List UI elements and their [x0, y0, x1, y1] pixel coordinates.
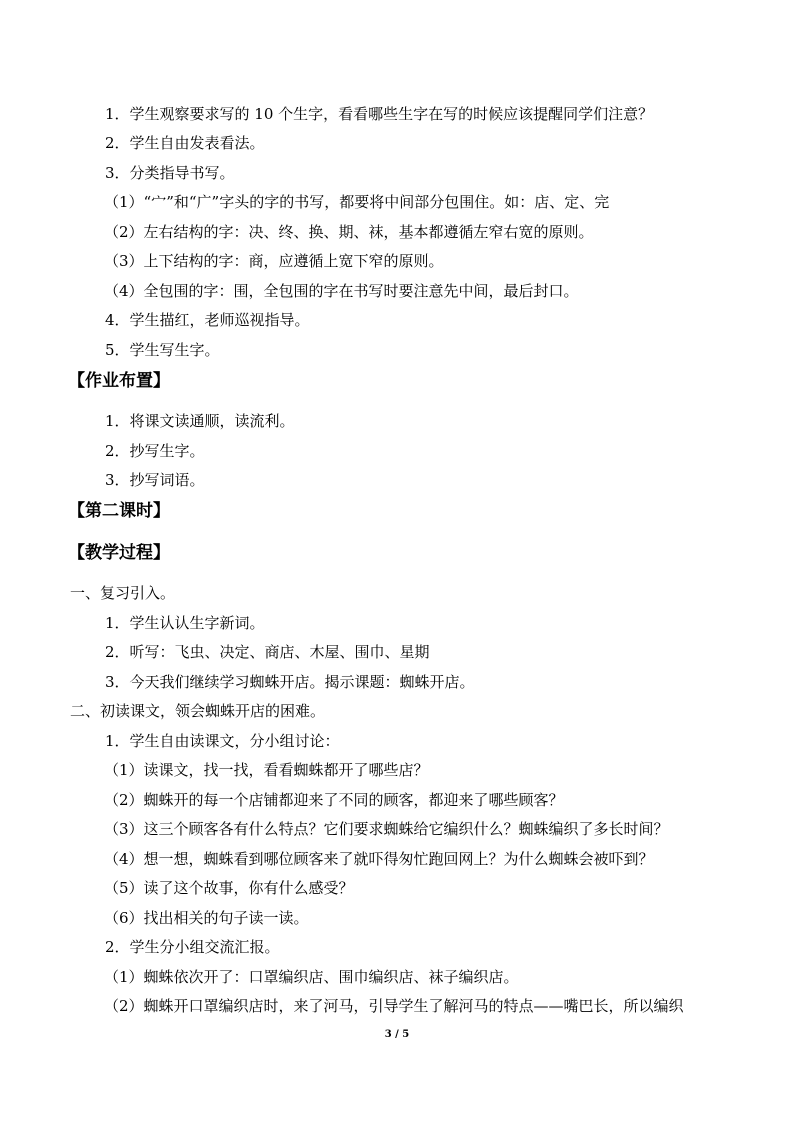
section-heading-process: 【教学过程】: [68, 543, 170, 563]
list-item: （2）蜘蛛开口罩编织店时，来了河马，引导学生了解河马的特点——嘴巴长，所以编织: [104, 997, 684, 1015]
page-number: 3 / 5: [384, 1029, 410, 1040]
list-item: 5．学生写生字。: [105, 341, 220, 359]
section-heading-second-lesson: 【第二课时】: [68, 501, 170, 521]
list-item: （3）这三个顾客各有什么特点？它们要求蜘蛛给它编织什么？蜘蛛编织了多长时间？: [104, 820, 669, 838]
list-item: （4）全包围的字：围，全包围的字在书写时要注意先中间，最后封口。: [104, 282, 579, 300]
part-title: 二、初读课文，领会蜘蛛开店的困难。: [70, 702, 326, 720]
list-item: （1）读课文，找一找，看看蜘蛛都开了哪些店？: [104, 761, 429, 779]
section-heading-homework: 【作业布置】: [68, 371, 170, 391]
list-item: 1．将课文读通顺，读流利。: [105, 412, 295, 430]
list-item: （4）想一想，蜘蛛看到哪位顾客来了就吓得匆忙跑回网上？为什么蜘蛛会被吓到？: [104, 850, 654, 868]
list-item: （2）蜘蛛开的每一个店铺都迎来了不同的顾客，都迎来了哪些顾客？: [104, 791, 564, 809]
list-item: 2．抄写生字。: [105, 442, 205, 460]
list-item: 3．今天我们继续学习蜘蛛开店。揭示课题：蜘蛛开店。: [105, 673, 475, 691]
list-item: （1）蜘蛛依次开了：口罩编织店、围巾编织店、袜子编织店。: [104, 968, 519, 986]
list-item: （2）左右结构的字：决、终、换、期、袜，基本都遵循左窄右宽的原则。: [104, 223, 594, 241]
list-item: （6）找出相关的句子读一读。: [104, 909, 309, 927]
list-item: 1．学生认认生字新词。: [105, 614, 265, 632]
list-item: （5）读了这个故事，你有什么感受？: [104, 879, 354, 897]
list-item: 2．听写：飞虫、决定、商店、木屋、围巾、星期: [105, 643, 430, 661]
list-item: （1）“宀”和“广”字头的字的书写，都要将中间部分包围住。如：店、定、完: [104, 193, 610, 211]
list-item: （3）上下结构的字：商，应遵循上宽下窄的原则。: [104, 252, 444, 270]
part-title: 一、复习引入。: [70, 584, 176, 602]
list-item: 1．学生观察要求写的 10 个生字，看看哪些生字在写的时候应该提醒同学们注意？: [105, 105, 654, 123]
list-item: 4．学生描红，老师巡视指导。: [105, 311, 310, 329]
list-item: 3．抄写词语。: [105, 471, 205, 489]
list-item: 3．分类指导书写。: [105, 164, 235, 182]
list-item: 1．学生自由读课文，分小组讨论：: [105, 732, 340, 750]
list-item: 2．学生自由发表看法。: [105, 134, 265, 152]
list-item: 2．学生分小组交流汇报。: [105, 938, 280, 956]
